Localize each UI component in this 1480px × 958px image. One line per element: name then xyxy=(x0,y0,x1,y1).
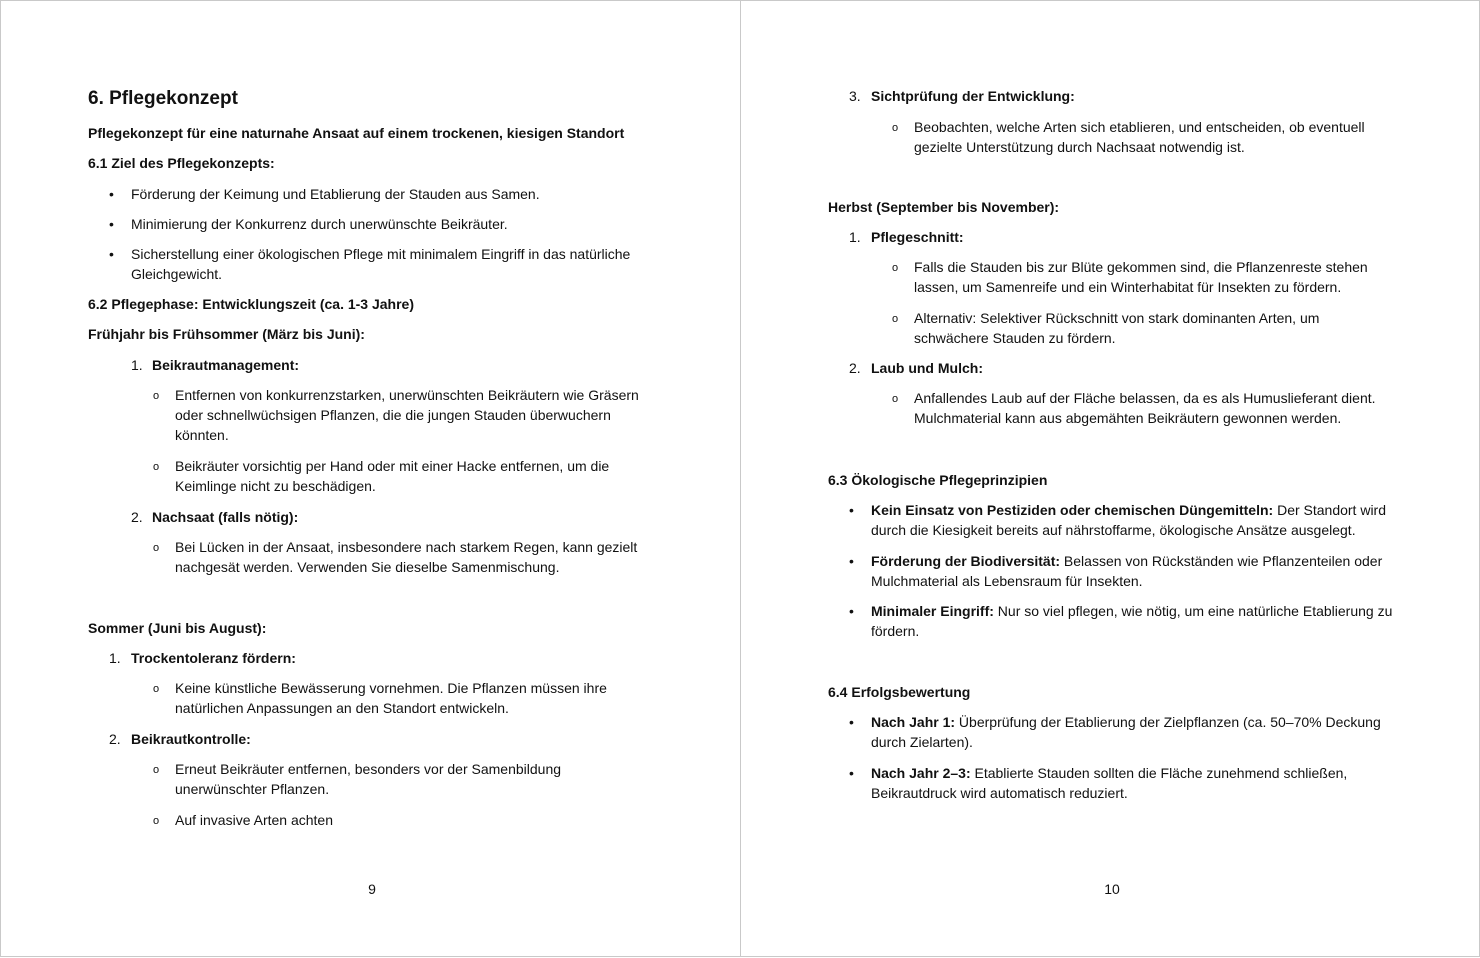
bullet-icon: • xyxy=(849,765,854,781)
sub-list-item-continued: lassen, um Samenreife und ein Winterhabitat für Insekten zu fördern. xyxy=(914,279,1342,295)
subtitle: Pflegekonzept für eine naturnahe Ansaat auf einem trockenen, kiesigen Standort xyxy=(88,125,625,141)
season-heading-autumn: Herbst (September bis November): xyxy=(828,199,1060,215)
section-title: 6. Pflegekonzept xyxy=(88,88,238,109)
circle-bullet-icon: o xyxy=(892,122,899,134)
sub-list-item-continued: gezielte Unterstützung durch Nachsaat notwendig ist. xyxy=(914,139,1245,155)
sub-list-item: Auf invasive Arten achten xyxy=(175,812,333,828)
list-number: 2. xyxy=(109,731,121,747)
season-heading-spring: Frühjahr bis Frühsommer (März bis Juni): xyxy=(88,326,365,342)
circle-bullet-icon: o xyxy=(153,683,160,695)
circle-bullet-icon: o xyxy=(153,542,160,554)
list-item-title: Laub und Mulch: xyxy=(871,360,983,376)
sub-list-item: Erneut Beikräuter entfernen, besonders vor der Samenbildung xyxy=(175,761,562,777)
circle-bullet-icon: o xyxy=(892,262,899,274)
bullet-icon: • xyxy=(849,553,854,569)
list-item-continued: Beikrautdruck wird automatisch reduziert. xyxy=(871,785,1128,801)
list-item xyxy=(871,763,1347,783)
list-item xyxy=(871,500,1386,520)
heading-6-3: 6.3 Ökologische Pflegeprinzipien xyxy=(828,472,1048,488)
bullet-icon: • xyxy=(849,603,854,619)
list-item-bold-lead: Minimaler Eingriff: xyxy=(871,603,994,619)
sub-list-item-continued: Mulchmaterial kann aus abgemähten Beikräutern gewonnen werden. xyxy=(914,410,1342,426)
bullet-icon: • xyxy=(109,186,114,202)
circle-bullet-icon: o xyxy=(153,461,160,473)
heading-6-4: 6.4 Erfolgsbewertung xyxy=(828,684,971,700)
list-number: 2. xyxy=(131,509,143,525)
list-item-title: Beikrautkontrolle: xyxy=(131,731,251,747)
sub-list-item-continued: nachgesät werden. Verwenden Sie dieselbe Samenmischung. xyxy=(175,559,560,575)
sub-list-item: Alternativ: Selektiver Rückschnitt von stark dominanten Arten, um xyxy=(914,310,1320,326)
list-item-title: Pflegeschnitt: xyxy=(871,229,964,245)
list-item-title: Nachsaat (falls nötig): xyxy=(152,509,299,525)
sub-list-item: Entfernen von konkurrenzstarken, unerwünschten Beikräutern wie Gräsern xyxy=(175,387,639,403)
season-heading-summer: Sommer (Juni bis August): xyxy=(88,620,267,636)
circle-bullet-icon: o xyxy=(892,393,899,405)
sub-list-item: Falls die Stauden bis zur Blüte gekommen sind, die Pflanzenreste stehen xyxy=(914,259,1368,275)
list-item-text: Etablierte Stauden sollten die Fläche zunehmend schließen, xyxy=(970,765,1348,781)
list-item: Förderung der Keimung und Etablierung der Stauden aus Samen. xyxy=(131,186,540,202)
list-item-title: Beikrautmanagement: xyxy=(152,357,300,373)
list-item-text: Überprüfung der Etablierung der Zielpflanzen (ca. 50–70% Deckung xyxy=(955,714,1381,730)
document-page-10 xyxy=(740,0,1480,957)
list-item xyxy=(871,551,1382,571)
list-item-bold-lead: Kein Einsatz von Pestiziden oder chemischen Düngemitteln: xyxy=(871,502,1274,518)
circle-bullet-icon: o xyxy=(153,764,160,776)
sub-list-item: Keine künstliche Bewässerung vornehmen. Die Pflanzen müssen ihre xyxy=(175,680,607,696)
list-item: Sicherstellung einer ökologischen Pflege mit minimalem Eingriff in das natürliche xyxy=(131,246,631,262)
circle-bullet-icon: o xyxy=(892,313,899,325)
list-item-title: Trockentoleranz fördern: xyxy=(131,650,296,666)
heading-6-2: 6.2 Pflegephase: Entwicklungszeit (ca. 1-3 Jahre) xyxy=(88,296,414,312)
list-item-bold-lead: Nach Jahr 2–3: xyxy=(871,765,971,781)
list-item-text: Belassen von Rückständen wie Pflanzenteilen oder xyxy=(1060,553,1383,569)
list-number: 1. xyxy=(131,357,143,373)
list-item-continued: durch Zielarten). xyxy=(871,734,973,750)
sub-list-item: Beobachten, welche Arten sich etablieren, und entscheiden, ob eventuell xyxy=(914,119,1365,135)
list-item-text: Nur so viel pflegen, wie nötig, um eine natürliche Etablierung zu xyxy=(993,603,1393,619)
bullet-icon: • xyxy=(849,714,854,730)
list-number: 1. xyxy=(849,229,861,245)
sub-list-item-continued: könnten. xyxy=(175,427,229,443)
list-item: Minimierung der Konkurrenz durch unerwünschte Beikräuter. xyxy=(131,216,508,232)
sub-list-item: Beikräuter vorsichtig per Hand oder mit einer Hacke entfernen, um die xyxy=(175,458,610,474)
sub-list-item-continued: natürlichen Anpassungen an den Standort entwickeln. xyxy=(175,700,509,716)
list-item-bold-lead: Nach Jahr 1: xyxy=(871,714,956,730)
page-number: 10 xyxy=(1104,881,1120,897)
list-number: 3. xyxy=(849,88,861,104)
bullet-icon: • xyxy=(109,246,114,262)
sub-list-item-continued: oder schnellwüchsigen Pflanzen, die die jungen Stauden überwuchern xyxy=(175,407,611,423)
sub-list-item-continued: Keimlinge nicht zu beschädigen. xyxy=(175,478,376,494)
list-item-bold-lead: Förderung der Biodiversität: xyxy=(871,553,1061,569)
list-item xyxy=(871,601,1392,621)
list-item-continued: Gleichgewicht. xyxy=(131,266,223,282)
list-number: 1. xyxy=(109,650,121,666)
sub-list-item-continued: unerwünschter Pflanzen. xyxy=(175,781,330,797)
list-item-text: Der Standort wird xyxy=(1273,502,1387,518)
circle-bullet-icon: o xyxy=(153,390,160,402)
list-item-title: Sichtprüfung der Entwicklung: xyxy=(871,88,1075,104)
sub-list-item: Bei Lücken in der Ansaat, insbesondere nach starkem Regen, kann gezielt xyxy=(175,539,638,555)
sub-list-item-continued: schwächere Stauden zu fördern. xyxy=(914,330,1116,346)
circle-bullet-icon: o xyxy=(153,815,160,827)
heading-6-1: 6.1 Ziel des Pflegekonzepts: xyxy=(88,155,275,171)
sub-list-item: Anfallendes Laub auf der Fläche belassen, da es als Humuslieferant dient. xyxy=(914,390,1376,406)
bullet-icon: • xyxy=(849,502,854,518)
list-item-continued: Mulchmaterial als Lebensraum für Insekten. xyxy=(871,573,1143,589)
bullet-icon: • xyxy=(109,216,114,232)
list-number: 2. xyxy=(849,360,861,376)
list-item-continued: fördern. xyxy=(871,623,920,639)
page-number: 9 xyxy=(368,881,376,897)
list-item-continued: durch die Kiesigkeit bereits auf nährstoffarme, ökologische Ansätze ausgelegt. xyxy=(871,522,1356,538)
list-item xyxy=(871,712,1381,732)
